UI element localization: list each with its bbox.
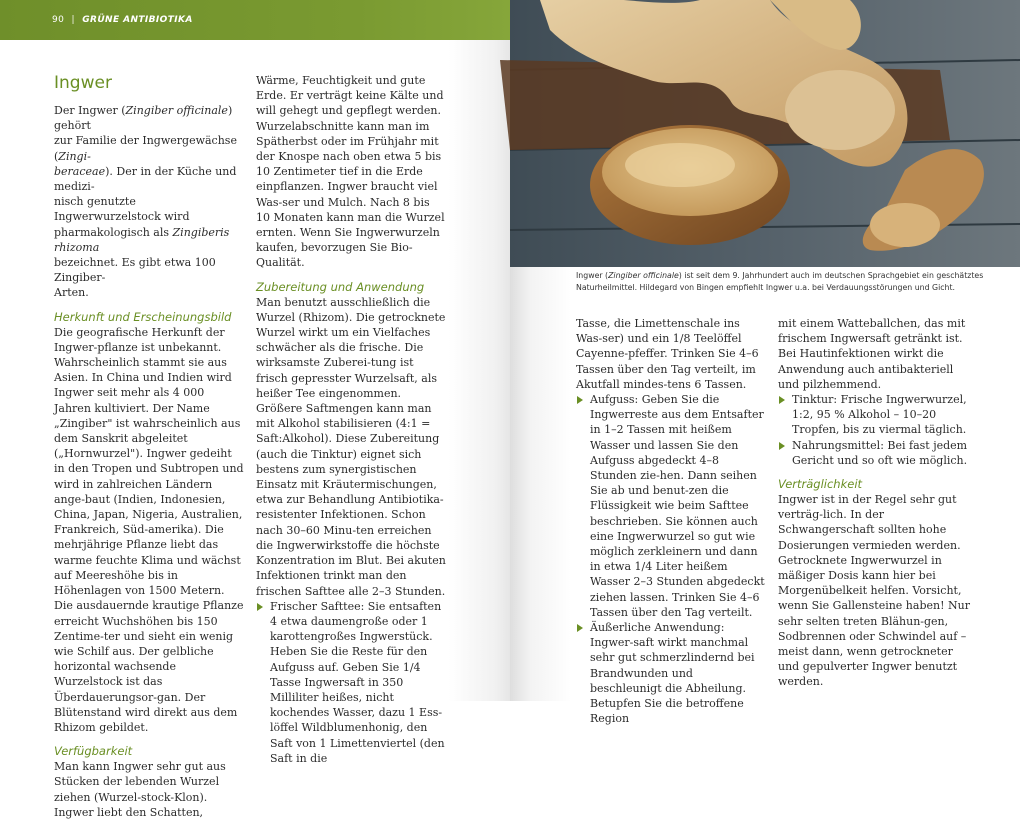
heading-verfuegbarkeit: Verfügbarkeit	[54, 744, 133, 759]
paragraph-vertraeglichkeit: Ingwer ist in der Regel sehr gut verträg-lich. In der Schwangerschaft sollten hohe Dosierungen vermieden werden. Getrocknete Ingwerwurzel in mäßiger Dosis kann hier bei Morgenübelkeit helfen. Vorsicht, wenn Sie Gallensteine haben! Nur sehr selten treten Blähun-gen, Sodbrennen oder Schwindel auf – meist dann, wenn getrockneter und gepulverter Ingwer benutzt werden.	[778, 493, 970, 689]
section-name: GRÜNE ANTIBIOTIKA	[82, 15, 193, 25]
column-4	[778, 316, 974, 690]
right-page	[510, 0, 1020, 726]
intro-paragraph: Der Ingwer (Zingiber officinale) gehört zur Familie der Ingwergewächse (Zingi- beraceae). Der in der Küche und medizi- nisch genutzte Ingwerwurzelstock wird pharmakologisch als Zingiberis rhizoma bezeichnet. Es gibt etwa 100 Zingiber- Arten.	[54, 104, 237, 300]
paragraph-aeusserlich-cont: mit einem Watteballchen, das mit frischem Ingwersaft getränkt ist. Bei Hautinfektionen wirkt die Anwendung auch antibakteriell und pilzhemmend.	[778, 317, 966, 391]
page-title: Ingwer	[54, 73, 112, 93]
ginger-photo	[510, 0, 1020, 267]
column-2	[256, 73, 446, 766]
heading-zubereitung: Zubereitung und Anwendung	[256, 279, 425, 294]
paragraph-verfuegbarkeit-cont: Wärme, Feuchtigkeit und gute Erde. Er verträgt keine Kälte und will gehegt und gepflegt werden. Wurzelabschnitte kann man im Spätherbst oder im Frühjahr mit der Knospe nach oben etwa 5 bis 10 Zentimeter tief in die Erde einpflanzen. Ingwer braucht viel Was-ser und Mulch. Nach 8 bis 10 Monaten kann man die Wurzel ernten. Wenn Sie Ingwerwurzeln kaufen, bevorzugen Sie Bio-Qualität.	[256, 74, 445, 270]
heading-vertraeglichkeit: Verträglichkeit	[778, 477, 863, 492]
bullet-aufguss: Aufguss: Geben Sie die Ingwerreste aus dem Entsafter in 1–2 Tassen mit heißem Wasser und lassen Sie den Aufguss abgedeckt 4–8 Stunden zie-hen. Dann seihen Sie ab und benut-zen die Flüssigkeit wie beim Safttee beschrieben. Sie können auch eine Ingwerwurzel so gut wie möglich zerkleinern und dann in etwa 1/4 Liter heißem Wasser 2–3 Stunden abgedeckt ziehen lassen. Trinken Sie 4–6 Tassen über den Tag verteilt.	[576, 392, 768, 620]
page-number: 90	[52, 15, 65, 25]
bullet-safttee: Frischer Safttee: Sie entsaften 4 etwa daumengroße oder 1 karottengroßes Ingwerstück. Heben Sie die Reste für den Aufguss auf. Geben Sie 1/4 Tasse Ingwersaft in 350 Milliliter heißes, nicht kochendes Wasser, dazu 1 Ess-löffel Wildblumenhonig, den Saft von 1 Limettenviertel (den Saft in die	[256, 599, 446, 766]
column-1	[54, 73, 244, 820]
photo-caption: Ingwer (Zingiber officinale) ist seit dem 9. Jahrhundert auch im deutschen Sprachgebiet ein geschätztes Naturheilmittel. Hildegard von Bingen empfiehlt Ingwer u.a. bei Verdauungsstörungen und Gicht.	[576, 271, 984, 292]
heading-herkunft: Herkunft und Erscheinungsbild	[54, 309, 232, 324]
header-separator: |	[71, 15, 75, 25]
paragraph-verfuegbarkeit: Man kann Ingwer sehr gut aus Stücken der lebenden Wurzel ziehen (Wurzel-stock-Klon). Ingwer liebt den Schatten,	[54, 760, 226, 819]
running-header	[52, 15, 193, 25]
left-page	[0, 0, 510, 819]
paragraph-zubereitung: Man benutzt ausschließlich die Wurzel (Rhizom). Die getrocknete Wurzel wirkt um ein Vielfaches schwächer als die frische. Die wirksamste Zuberei-tung ist frisch gepresster Wurzelsaft, als heißer Tee eingenommen. Größere Saftmengen kann man mit Alkohol stabilisieren (4:1 = Saft:Alkohol). Diese Zubereitung (auch die Tinktur) eignet sich bestens zum synergistischen Einsatz mit Kräutermischungen, etwa zur Behandlung Antibiotika-resistenter Infektionen. Schon nach 30–60 Minu-ten erreichen die Ingwerwirkstoffe die höchste Konzentration im Blut. Bei akuten Infektionen trinkt man den frischen Safttee alle 2–3 Stunden.	[256, 295, 446, 598]
bullet-aeusserliche-anwendung: Äußerliche Anwendung: Ingwer-saft wirkt manchmal sehr gut schmerzlindernd bei Brandwunden und beschleunigt die Abheilung. Betupfen Sie die betroffene Region	[576, 620, 768, 726]
column-3	[576, 316, 768, 726]
bullet-tinktur: Tinktur: Frische Ingwerwurzel, 1:2, 95 % Alkohol – 10–20 Tropfen, bis zu viermal täglich.	[778, 392, 974, 438]
ginger-root-and-bowl-of-ground-ginger-icon	[510, 0, 1020, 267]
paragraph-safttee-cont: Tasse, die Limettenschale ins Was-ser) und ein 1/8 Teelöffel Cayenne-pfeffer. Trinken Sie 4–6 Tassen über den Tag verteilt, im Akutfall mindes-tens 6 Tassen.	[576, 317, 759, 391]
paragraph-herkunft-2: Die ausdauernde krautige Pflanze erreicht Wuchshöhen bis 150 Zentime-ter und sieht ein wenig wie Schilf aus. Der gelbliche horizontal wachsende Wurzelstock ist das Überdauerungsor-gan. Der Blütenstand wird direkt aus dem Rhizom gebildet.	[54, 599, 244, 734]
bullet-nahrungsmittel: Nahrungsmittel: Bei fast jedem Gericht und so oft wie möglich.	[778, 438, 974, 468]
paragraph-herkunft: Die geografische Herkunft der Ingwer-pflanze ist unbekannt. Wahrscheinlich stammt sie aus Asien. In China und Indien wird Ingwer seit mehr als 4 000 Jahren kultiviert. Der Name „Zingiber" ist wahrscheinlich aus dem Sanskrit abgeleitet („Hornwurzel"). Ingwer gedeiht in den Tropen und Subtropen und wird in zahlreichen Ländern ange-baut (Indien, Indonesien, China, Japan, Nigeria, Australien, Frankreich, Süd-amerika). Die mehrjährige Pflanze liebt das warme feuchte Klima und wächst auf Meereshöhe bis in Höhenlagen von 1500 Metern.	[54, 325, 244, 598]
